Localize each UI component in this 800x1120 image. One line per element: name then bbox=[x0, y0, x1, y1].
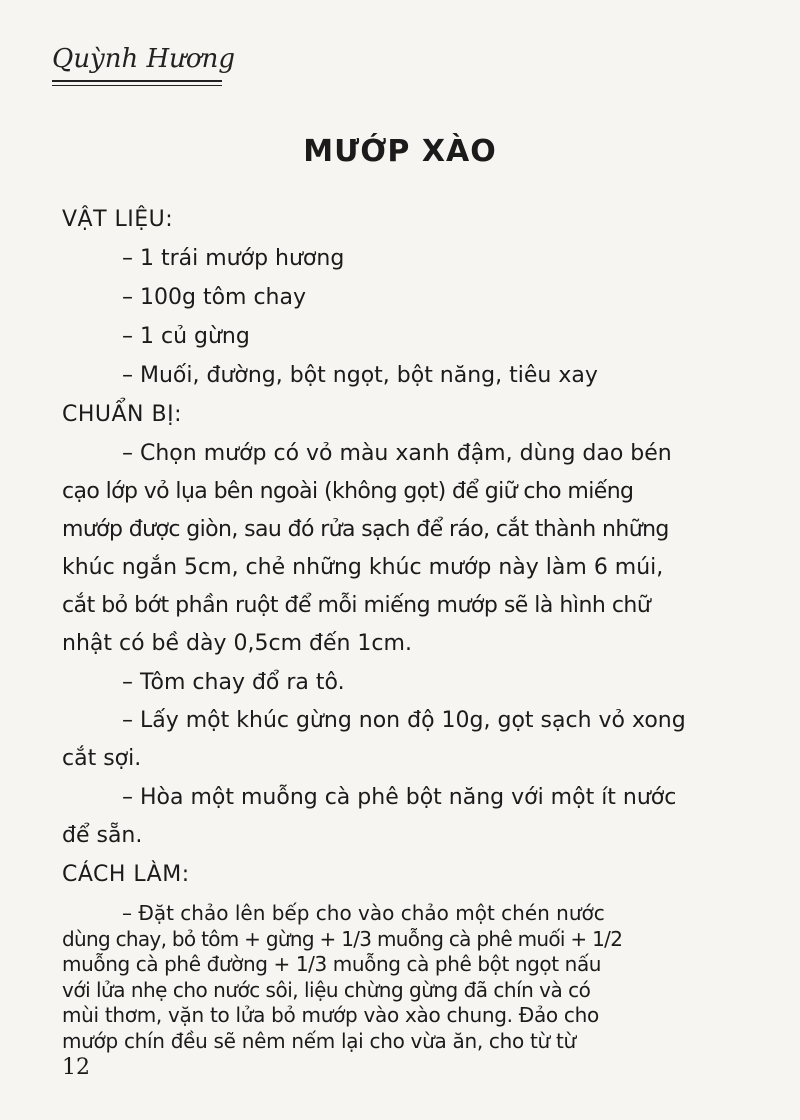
method-line: với lửa nhẹ cho nước sôi, liệu chừng gừng đã chín và có bbox=[62, 977, 591, 1002]
preparation-heading: CHUẨN BỊ: bbox=[62, 402, 182, 427]
materials-line: – 1 trái mướp hương bbox=[122, 246, 345, 271]
preparation-line: để sẵn. bbox=[62, 823, 143, 848]
materials-line: – 100g tôm chay bbox=[122, 285, 306, 310]
running-header-author: Quỳnh Hương bbox=[52, 44, 235, 74]
method-line: mướp chín đều sẽ nêm nếm lại cho vừa ăn, cho từ từ bbox=[62, 1029, 576, 1053]
preparation-line: cạo lớp vỏ lụa bên ngoài (không gọt) để giữ cho miếng bbox=[62, 479, 634, 504]
recipe-title: MƯỚP XÀO bbox=[303, 134, 497, 169]
preparation-line: – Chọn mướp có vỏ màu xanh đậm, dùng dao bén bbox=[122, 441, 672, 466]
materials-line: – Muối, đường, bột ngọt, bột năng, tiêu xay bbox=[122, 363, 598, 388]
materials-heading: VẬT LIỆU: bbox=[62, 207, 174, 232]
method-line: – Đặt chảo lên bếp cho vào chảo một chén nước bbox=[122, 901, 605, 925]
preparation-line: cắt bỏ bớt phần ruột để mỗi miếng mướp sẽ là hình chữ bbox=[62, 593, 651, 618]
method-line: muỗng cà phê đường + 1/3 muỗng cà phê bột ngọt nấu bbox=[62, 952, 602, 977]
preparation-line: khúc ngắn 5cm, chẻ những khúc mướp này làm 6 múi, bbox=[62, 555, 664, 580]
preparation-line: – Hòa một muỗng cà phê bột năng với một ít nước bbox=[122, 785, 677, 810]
method-heading: CÁCH LÀM: bbox=[62, 862, 190, 887]
header-rule-thin bbox=[52, 85, 222, 86]
preparation-line: – Lấy một khúc gừng non độ 10g, gọt sạch vỏ xong bbox=[122, 708, 686, 733]
preparation-line: mướp được giòn, sau đó rửa sạch để ráo, cắt thành những bbox=[62, 517, 669, 542]
header-rule bbox=[52, 80, 222, 82]
page-number: 12 bbox=[62, 1055, 90, 1080]
preparation-line: nhật có bề dày 0,5cm đến 1cm. bbox=[62, 631, 412, 656]
preparation-line: – Tôm chay đổ ra tô. bbox=[122, 670, 345, 695]
method-line: mùi thơm, vặn to lửa bỏ mướp vào xào chung. Đảo cho bbox=[62, 1003, 599, 1028]
preparation-line: cắt sợi. bbox=[62, 746, 142, 771]
materials-line: – 1 củ gừng bbox=[122, 324, 250, 349]
method-line: dùng chay, bỏ tôm + gừng + 1/3 muỗng cà phê muối + 1/2 bbox=[62, 926, 623, 951]
